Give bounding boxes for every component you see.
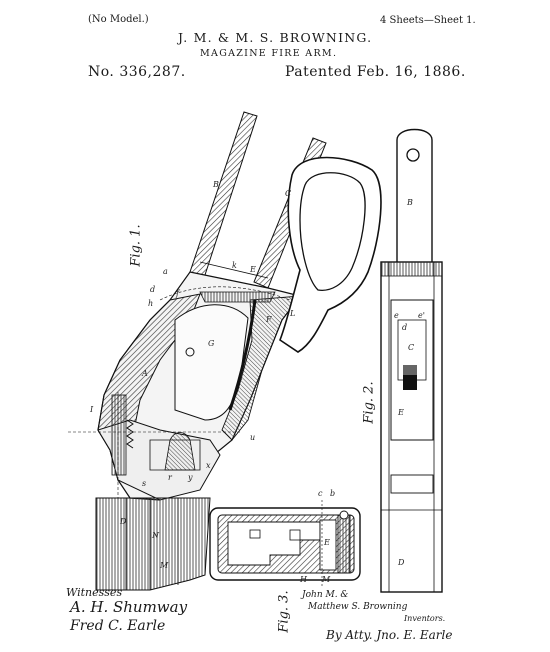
svg-text:E: E	[324, 538, 330, 547]
svg-text:e: e	[394, 311, 399, 320]
svg-text:F: F	[266, 315, 272, 324]
svg-text:C: C	[285, 189, 292, 198]
svg-text:D: D	[398, 558, 405, 567]
svg-text:h: h	[148, 299, 154, 308]
inventor-signature-line-1: John M. &	[302, 590, 349, 600]
svg-text:x: x	[206, 461, 211, 470]
svg-text:C: C	[408, 343, 415, 352]
svg-text:B: B	[407, 198, 413, 207]
model-note: (No Model.)	[88, 14, 149, 25]
svg-text:N: N	[152, 531, 159, 540]
inventors-heading: J. M. & M. S. BROWNING.	[178, 30, 373, 45]
svg-text:E: E	[250, 265, 256, 274]
figure-2-label: Fig. 2.	[361, 381, 377, 424]
svg-text:a: a	[163, 267, 168, 276]
svg-text:B: B	[213, 180, 219, 189]
svg-text:L: L	[290, 309, 296, 318]
sheet-note: 4 Sheets—Sheet 1.	[380, 15, 476, 26]
figure-2-drawing	[381, 130, 442, 593]
svg-text:k: k	[232, 261, 237, 270]
witness-signature-2: Fred C. Earle	[70, 618, 166, 634]
witness-signature-1: A. H. Shumway	[70, 598, 188, 616]
svg-text:e': e'	[418, 311, 425, 320]
inventor-signature-line-2: Matthew S. Browning	[308, 602, 408, 612]
patent-number: No. 336,287.	[88, 64, 186, 80]
svg-text:d: d	[150, 285, 156, 294]
witnesses-label: Witnesses	[66, 586, 123, 599]
svg-text:u: u	[250, 433, 256, 442]
svg-text:f: f	[176, 289, 179, 298]
svg-text:r: r	[168, 473, 172, 482]
figure-3-label: Fig. 3.	[276, 590, 292, 633]
figure-3-drawing	[210, 489, 360, 588]
svg-text:M: M	[322, 575, 331, 584]
svg-text:c: c	[318, 489, 323, 498]
svg-text:M: M	[160, 561, 169, 570]
svg-text:D: D	[120, 517, 127, 526]
svg-text:b: b	[330, 489, 336, 498]
patent-date: Patented Feb. 16, 1886.	[285, 64, 466, 80]
inventors-label: Inventors.	[404, 614, 446, 623]
svg-text:I: I	[90, 405, 94, 414]
svg-text:E: E	[398, 408, 404, 417]
attorney-signature: By Atty. Jno. E. Earle	[326, 628, 453, 642]
svg-text:y: y	[188, 473, 193, 482]
svg-text:H: H	[300, 575, 307, 584]
svg-text:I: I	[240, 373, 244, 382]
figure-1-label: Fig. 1.	[128, 224, 144, 267]
invention-title: MAGAZINE FIRE ARM.	[200, 48, 338, 59]
svg-text:G: G	[208, 339, 215, 348]
svg-text:d: d	[402, 323, 408, 332]
svg-text:s: s	[142, 479, 147, 488]
svg-text:A: A	[142, 369, 148, 378]
